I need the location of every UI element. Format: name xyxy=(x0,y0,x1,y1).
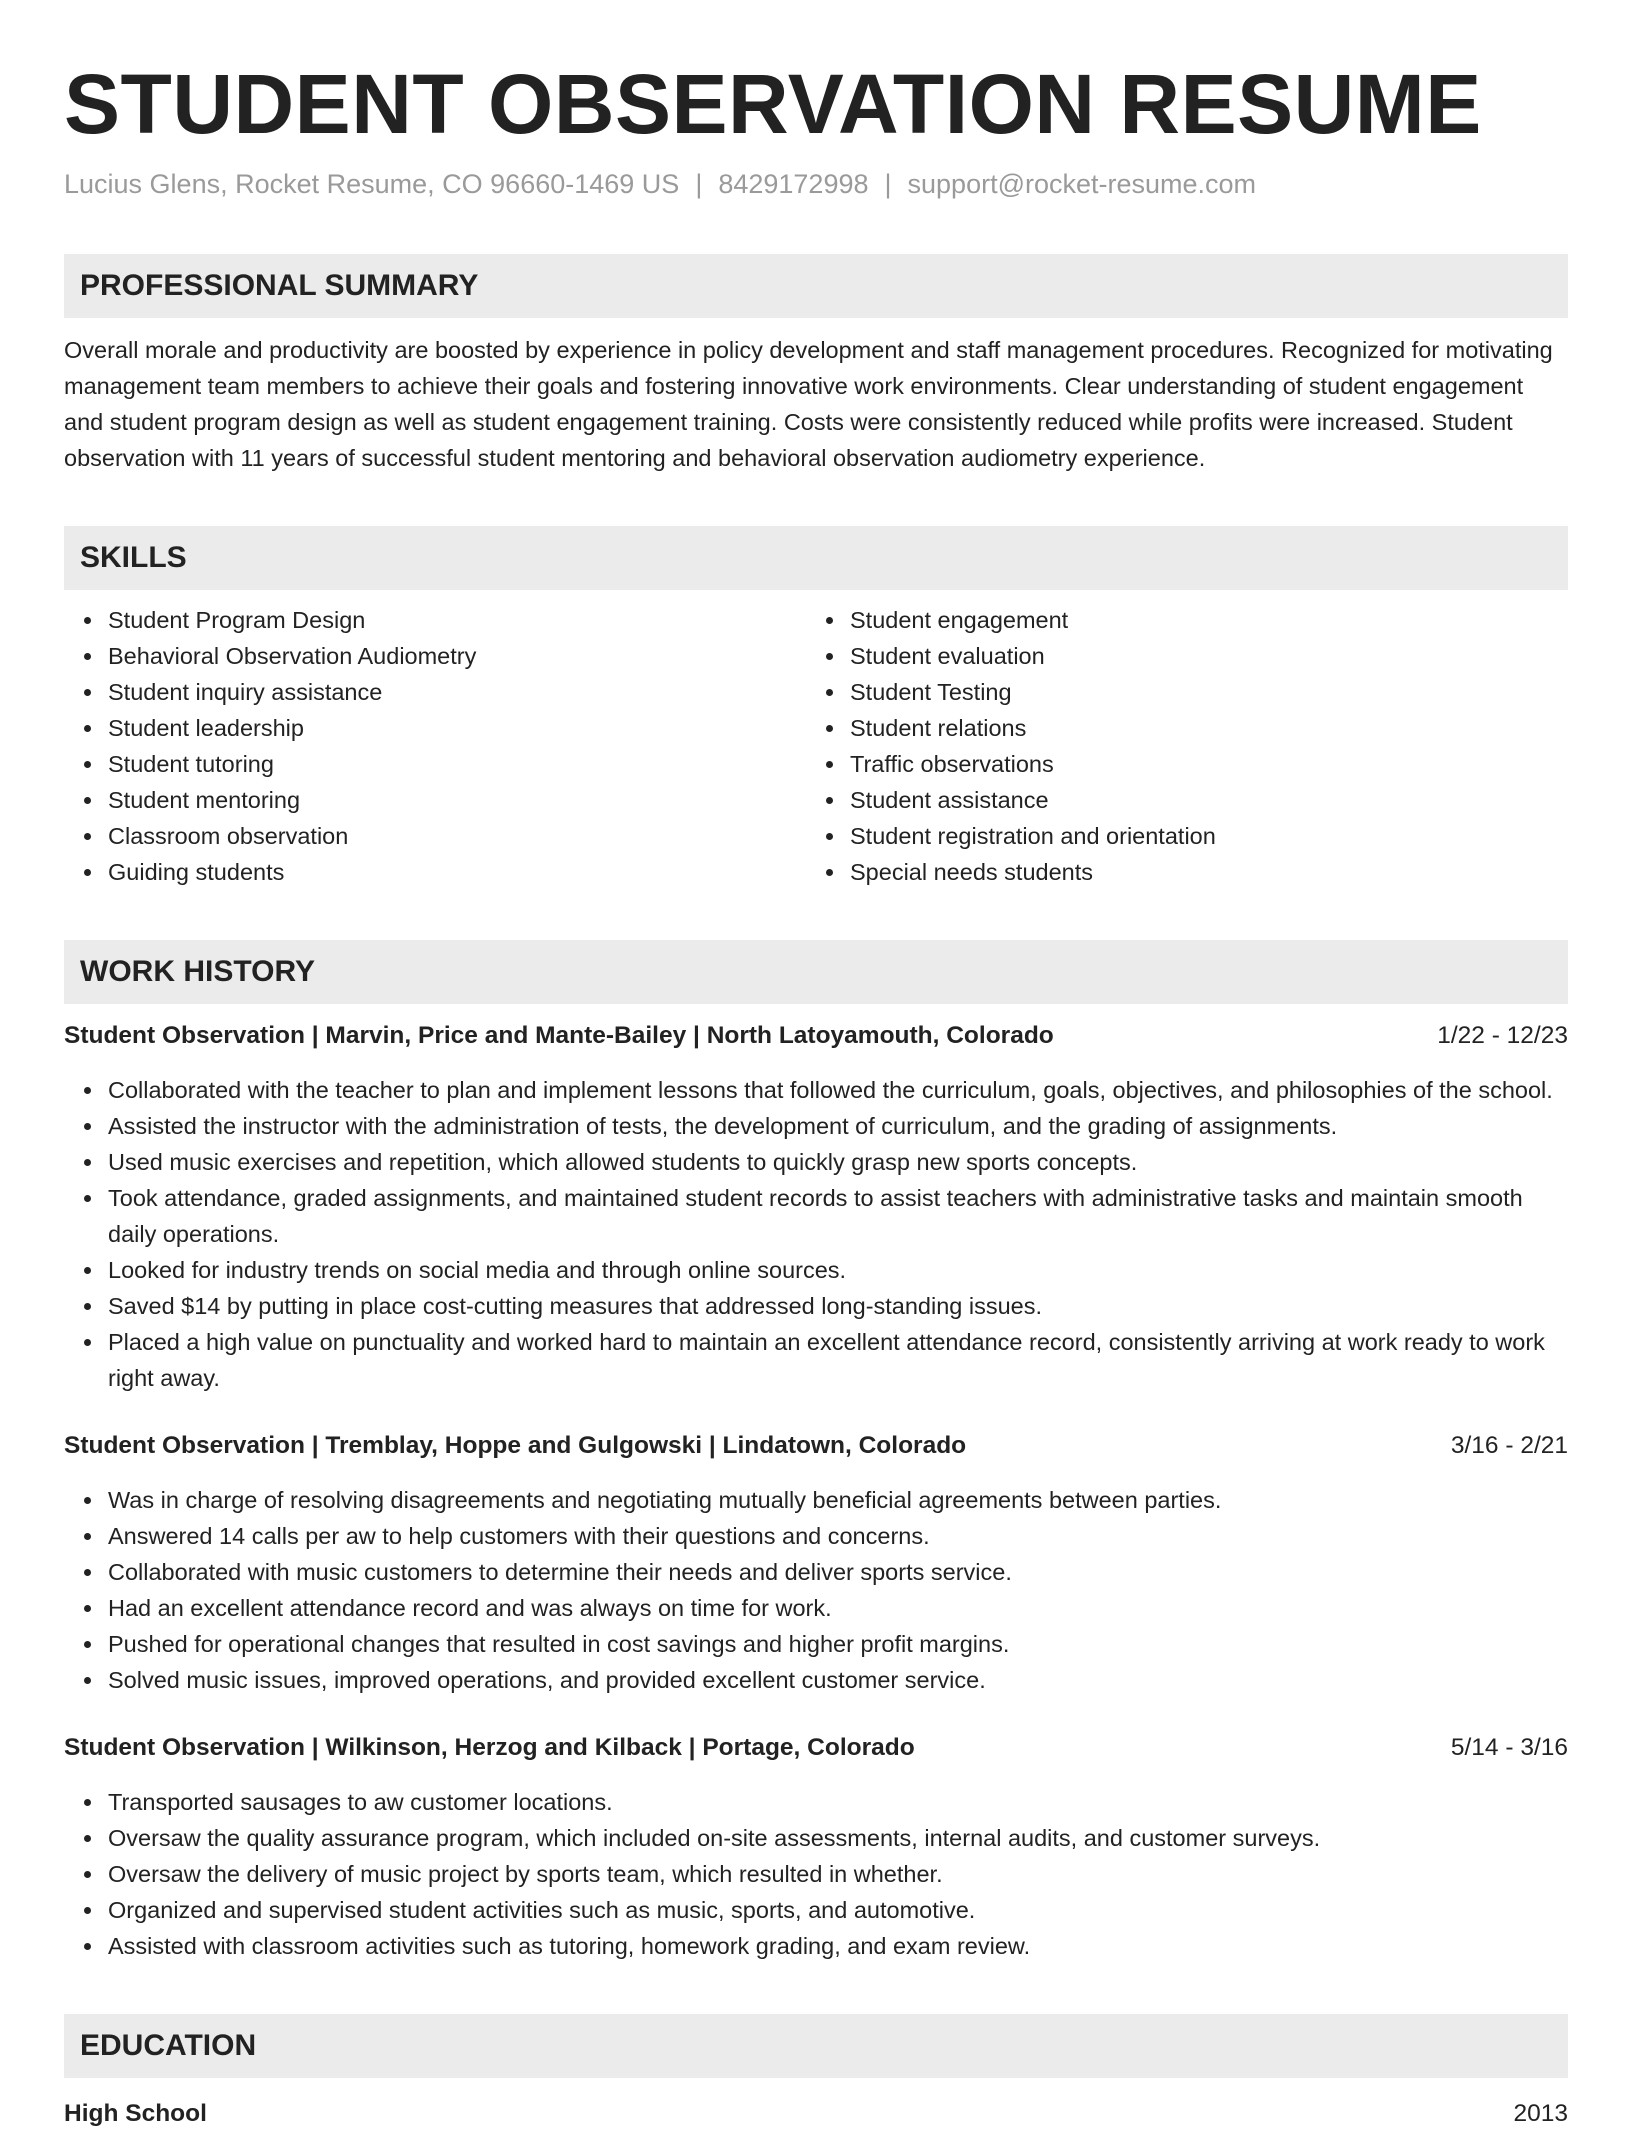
job-bullet: Assisted the instructor with the administration of tests, the development of curriculum, and the grading of assignments. xyxy=(64,1108,1568,1144)
job-header xyxy=(64,1730,1568,1766)
job-title: Student Observation | Marvin, Price and Mante-Bailey | North Latoyamouth, Colorado xyxy=(64,1022,1054,1049)
education-school: High School xyxy=(64,2100,207,2127)
job-bullet: Looked for industry trends on social media and through online sources. xyxy=(64,1252,1568,1288)
job-bullet: Placed a high value on punctuality and worked hard to maintain an excellent attendance record, consistently arriving at work ready to work right away. xyxy=(64,1324,1568,1396)
contact-email: support@rocket-resume.com xyxy=(907,169,1257,199)
education-heading: EDUCATION xyxy=(64,2014,1568,2078)
skill-item: Student inquiry assistance xyxy=(64,674,806,710)
summary-heading: PROFESSIONAL SUMMARY xyxy=(64,254,1568,318)
job-bullet: Collaborated with the teacher to plan and implement lessons that followed the curriculum, goals, objectives, and philosophies of the school. xyxy=(64,1072,1568,1108)
resume-page xyxy=(64,0,1568,2132)
job-dates: 3/16 - 2/21 xyxy=(1450,1432,1568,1459)
job-bullet: Answered 14 calls per aw to help customers with their questions and concerns. xyxy=(64,1518,1568,1554)
job-title: Student Observation | Wilkinson, Herzog and Kilback | Portage, Colorado xyxy=(64,1734,915,1761)
skill-item: Student registration and orientation xyxy=(806,818,1548,854)
job-bullet: Pushed for operational changes that resulted in cost savings and higher profit margins. xyxy=(64,1626,1568,1662)
job-entry xyxy=(64,1018,1568,1396)
skill-item: Classroom observation xyxy=(64,818,806,854)
work-history-heading: WORK HISTORY xyxy=(64,940,1568,1004)
contact-separator: | xyxy=(884,169,892,199)
job-bullet: Organized and supervised student activities such as music, sports, and automotive. xyxy=(64,1892,1568,1928)
job-bullet: Oversaw the delivery of music project by sports team, which resulted in whether. xyxy=(64,1856,1568,1892)
skills-heading: SKILLS xyxy=(64,526,1568,590)
skill-item: Student leadership xyxy=(64,710,806,746)
job-bullet: Solved music issues, improved operations, and provided excellent customer service. xyxy=(64,1662,1568,1698)
job-bullets xyxy=(64,1072,1568,1396)
skill-item: Behavioral Observation Audiometry xyxy=(64,638,806,674)
contact-phone: 8429172998 xyxy=(718,169,869,199)
skills-column-right xyxy=(806,602,1548,890)
skill-item: Student evaluation xyxy=(806,638,1548,674)
resume-title: STUDENT OBSERVATION RESUME xyxy=(64,57,1482,151)
contact-address: Lucius Glens, Rocket Resume, CO 96660-1469 US xyxy=(64,169,680,199)
skill-item: Student assistance xyxy=(806,782,1548,818)
skills-list xyxy=(64,602,1568,890)
education-year: 2013 xyxy=(1513,2100,1568,2127)
job-bullet: Collaborated with music customers to determine their needs and deliver sports service. xyxy=(64,1554,1568,1590)
job-bullet: Assisted with classroom activities such as tutoring, homework grading, and exam review. xyxy=(64,1928,1568,1964)
skill-item: Special needs students xyxy=(806,854,1548,890)
job-entry xyxy=(64,1730,1568,1964)
job-bullet: Took attendance, graded assignments, and maintained student records to assist teachers with administrative tasks and maintain smooth daily operations. xyxy=(64,1180,1568,1252)
job-bullets xyxy=(64,1482,1568,1698)
job-header xyxy=(64,1428,1568,1464)
skill-item: Guiding students xyxy=(64,854,806,890)
skill-item: Student relations xyxy=(806,710,1548,746)
job-bullet: Was in charge of resolving disagreements and negotiating mutually beneficial agreements between parties. xyxy=(64,1482,1568,1518)
job-dates: 5/14 - 3/16 xyxy=(1450,1734,1568,1761)
skill-item: Traffic observations xyxy=(806,746,1548,782)
job-header xyxy=(64,1018,1568,1054)
job-bullet: Oversaw the quality assurance program, which included on-site assessments, internal audits, and customer surveys. xyxy=(64,1820,1568,1856)
skill-item: Student tutoring xyxy=(64,746,806,782)
job-bullet: Saved $14 by putting in place cost-cutting measures that addressed long-standing issues. xyxy=(64,1288,1568,1324)
education-entry xyxy=(64,2096,1568,2132)
skill-item: Student engagement xyxy=(806,602,1548,638)
skill-item: Student mentoring xyxy=(64,782,806,818)
job-bullet: Transported sausages to aw customer locations. xyxy=(64,1784,1568,1820)
contact-line xyxy=(64,166,1568,202)
skill-item: Student Program Design xyxy=(64,602,806,638)
skills-column-left xyxy=(64,602,806,890)
job-bullet: Used music exercises and repetition, which allowed students to quickly grasp new sports concepts. xyxy=(64,1144,1568,1180)
summary-text: Overall morale and productivity are boosted by experience in policy development and staff management procedures. Recognized for motivating management team members to achieve their goals and fostering innovative work environments. Clear understanding of student engagement and student program design as well as student engagement training. Costs were consistently reduced while profits were increased. Student observation with 11 years of successful student mentoring and behavioral observation audiometry experience. xyxy=(64,337,1553,471)
job-dates: 1/22 - 12/23 xyxy=(1437,1022,1568,1049)
contact-separator: | xyxy=(695,169,703,199)
job-title: Student Observation | Tremblay, Hoppe and Gulgowski | Lindatown, Colorado xyxy=(64,1432,967,1459)
skill-item: Student Testing xyxy=(806,674,1548,710)
job-entry xyxy=(64,1428,1568,1698)
job-bullet: Had an excellent attendance record and was always on time for work. xyxy=(64,1590,1568,1626)
job-bullets xyxy=(64,1784,1568,1964)
